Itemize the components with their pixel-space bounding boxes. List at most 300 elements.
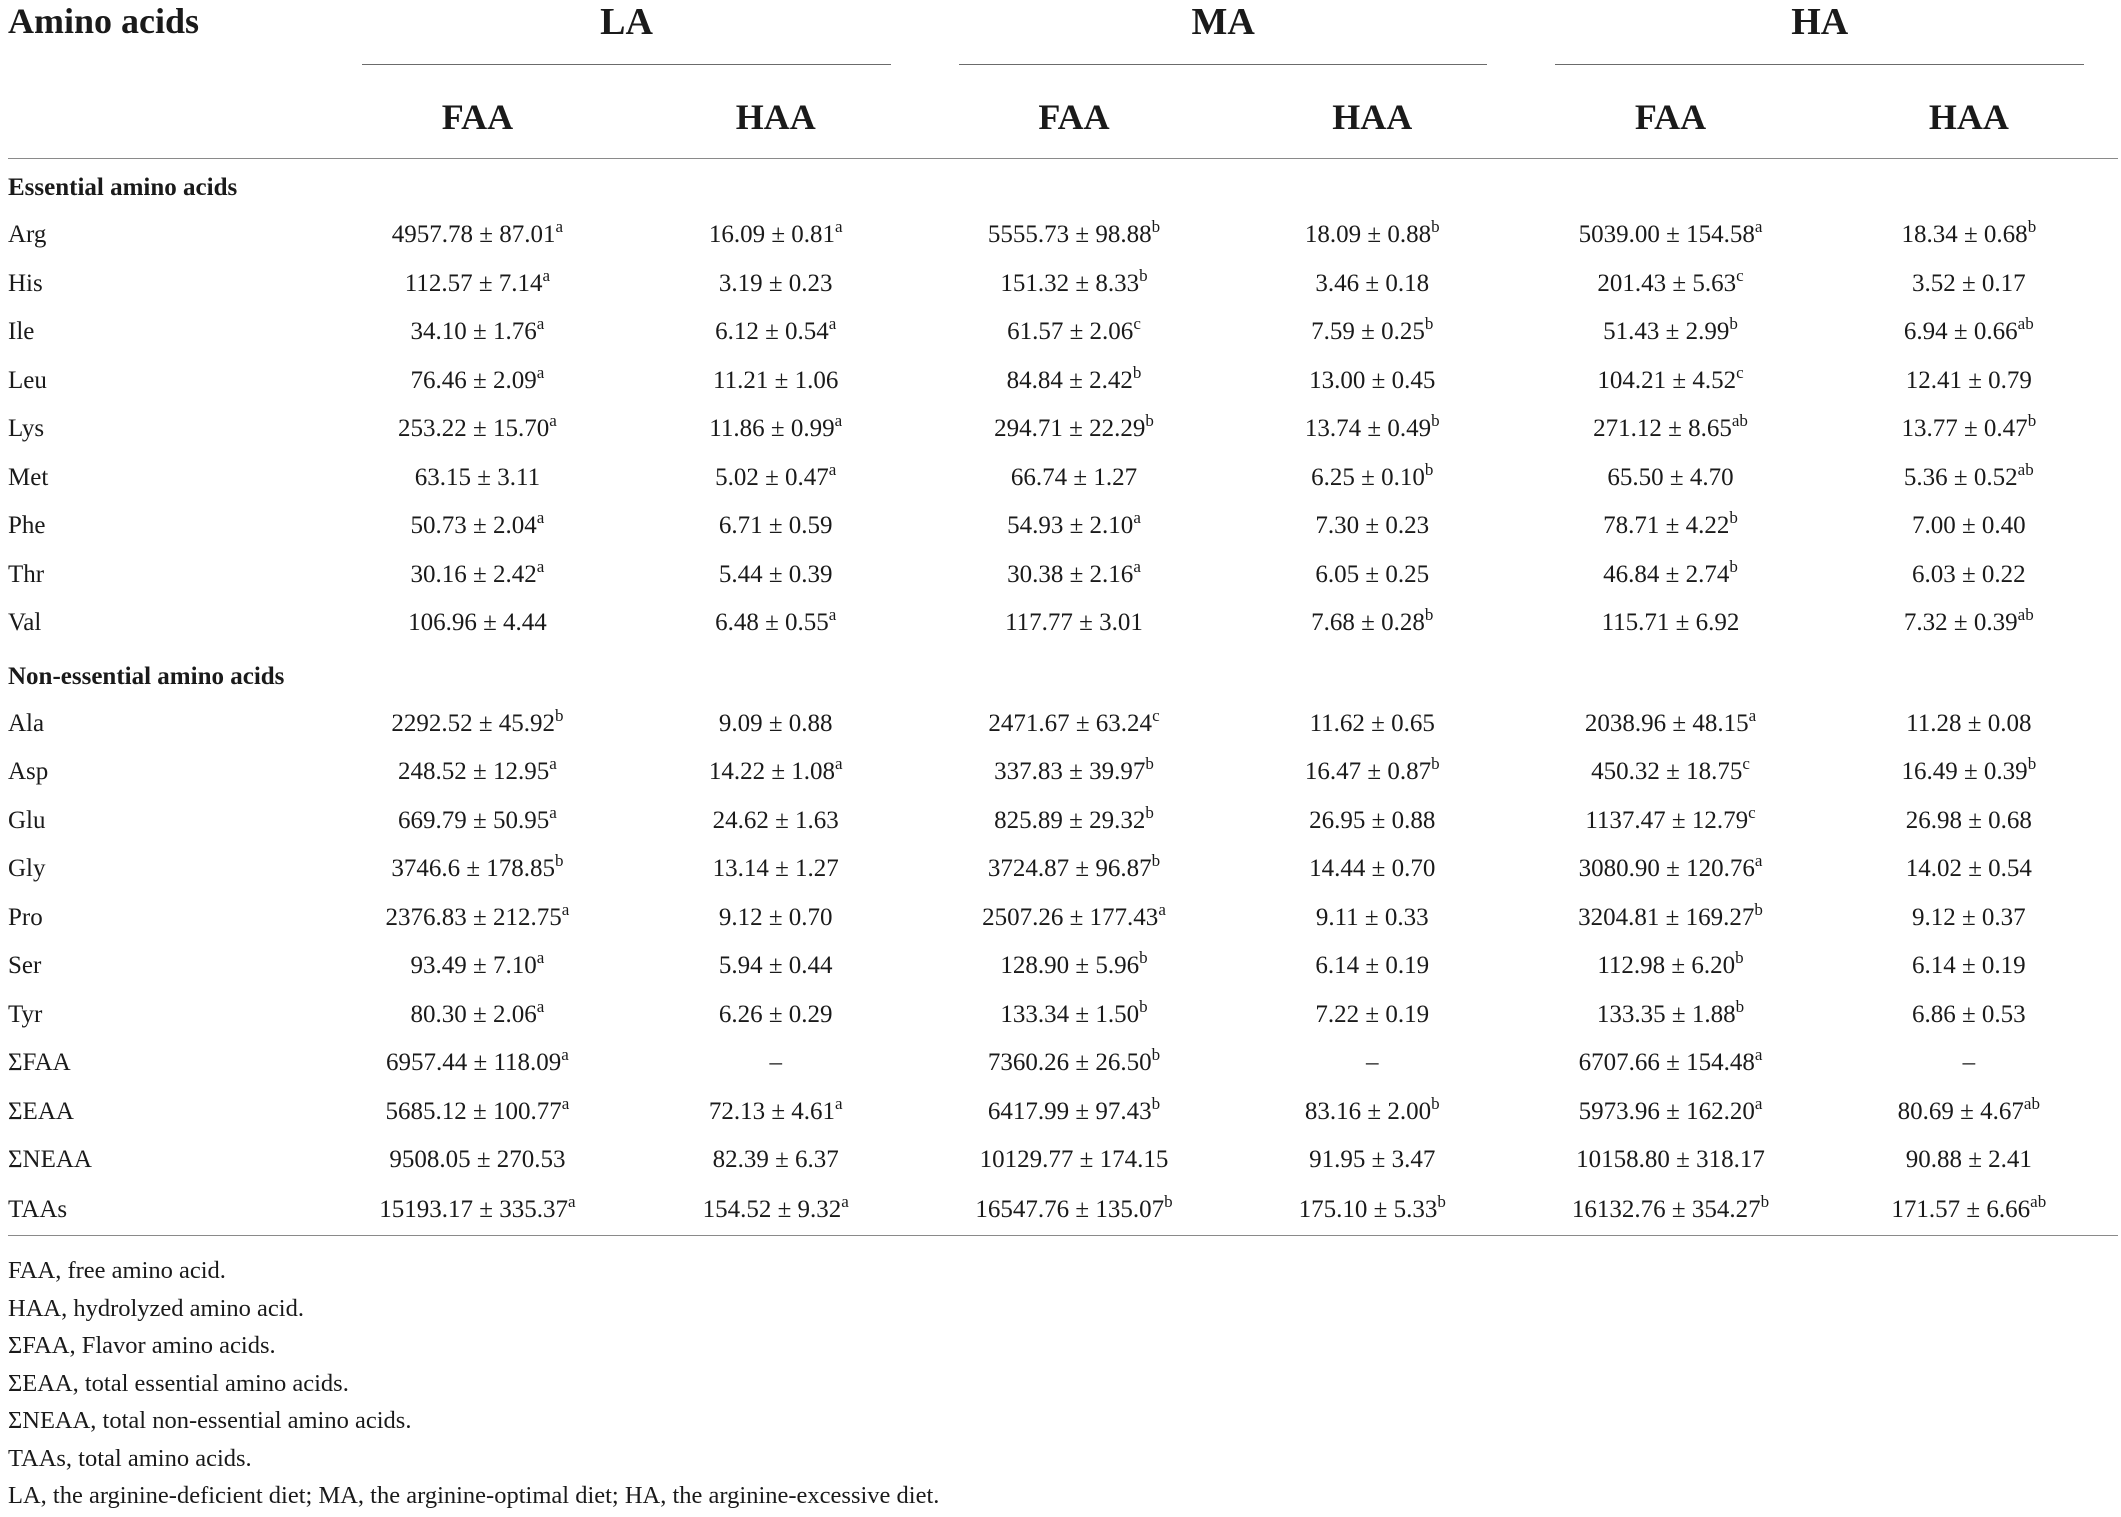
table-cell	[1820, 502, 2118, 551]
cell-value: 271.12 ± 8.65	[1593, 415, 1732, 443]
significance-letter: b	[1132, 362, 1142, 382]
significance-letter: a	[542, 265, 551, 285]
table-cell	[627, 748, 925, 797]
sub-header-ma-haa: HAA	[1223, 66, 1521, 159]
cell-value: 6.14 ± 0.19	[1911, 952, 2026, 980]
cell-value: 450.32 ± 18.75	[1591, 758, 1743, 786]
cell-value: 5973.96 ± 162.20	[1578, 1097, 1755, 1125]
cell-value: 6707.66 ± 154.48	[1578, 1049, 1755, 1077]
table-row	[8, 700, 2118, 749]
significance-letter: a	[561, 1093, 570, 1113]
cell-value: 2292.52 ± 45.92	[391, 709, 556, 737]
significance-letter: b	[1145, 802, 1154, 822]
table-cell	[1521, 748, 1819, 797]
cell-value: 6.94 ± 0.66	[1903, 318, 2018, 346]
table-cell	[1223, 454, 1521, 503]
cell-value: 18.34 ± 0.68	[1901, 221, 2028, 249]
row-name: Ser	[8, 952, 42, 980]
cell-value: 76.46 ± 2.09	[410, 366, 537, 394]
significance-letter: b	[1735, 996, 1745, 1016]
table-cell	[925, 599, 1223, 648]
table-cell	[925, 845, 1223, 894]
cell-value: 7.32 ± 0.39	[1903, 609, 2018, 637]
section-header-row	[8, 648, 2118, 700]
cell-value: 4957.78 ± 87.01	[391, 221, 556, 249]
cell-value: 5.94 ± 0.44	[718, 952, 833, 980]
significance-letter: b	[1431, 754, 1440, 774]
table-row	[8, 454, 2118, 503]
cell-value: 133.34 ± 1.50	[1000, 1000, 1140, 1028]
table-cell	[1820, 454, 2118, 503]
table-cell	[328, 748, 626, 797]
cell-value: 3.52 ± 0.17	[1911, 269, 2026, 297]
table-cell	[1521, 797, 1819, 846]
table-cell	[328, 260, 626, 309]
table-cell	[1820, 599, 2118, 648]
table-cell	[627, 700, 925, 749]
significance-letter: a	[561, 1045, 569, 1065]
table-cell	[627, 1088, 925, 1137]
cell-value: 63.15 ± 3.11	[414, 463, 541, 491]
cell-value: 117.77 ± 3.01	[1005, 609, 1143, 637]
table-cell	[1820, 551, 2118, 600]
significance-letter: a	[1754, 851, 1763, 871]
cell-value: 6.14 ± 0.19	[1315, 952, 1430, 980]
significance-letter: a	[555, 217, 564, 237]
table-cell	[328, 308, 626, 357]
sub-header-ha-faa: FAA	[1521, 66, 1819, 159]
cell-value: 46.84 ± 2.74	[1603, 560, 1730, 588]
significance-letter: b	[1431, 411, 1440, 431]
table-cell	[925, 308, 1223, 357]
significance-letter: a	[549, 754, 557, 774]
sub-header-blank	[8, 66, 328, 159]
significance-letter: c	[1152, 705, 1160, 725]
cell-value: 175.10 ± 5.33	[1298, 1195, 1438, 1223]
table-cell	[1223, 1039, 1521, 1088]
table-cell	[627, 551, 925, 600]
significance-letter: ab	[2023, 1093, 2040, 1113]
table-cell	[1223, 991, 1521, 1040]
table-cell	[328, 357, 626, 406]
cell-value: 78.71 ± 4.22	[1603, 512, 1730, 540]
table-cell	[1521, 700, 1819, 749]
cell-value: 1137.47 ± 12.79	[1585, 806, 1749, 834]
table-cell	[328, 942, 626, 991]
significance-letter: b	[1145, 754, 1154, 774]
table-cell	[925, 797, 1223, 846]
table-cell	[1223, 260, 1521, 309]
cell-value: 14.02 ± 0.54	[1905, 855, 2032, 883]
table-cell	[1521, 1136, 1819, 1185]
cell-value: 30.16 ± 2.42	[410, 560, 537, 588]
group-label: HA	[1791, 1, 1849, 43]
significance-letter: b	[1151, 217, 1161, 237]
row-name: Gly	[8, 855, 46, 883]
table-cell	[627, 502, 925, 551]
table-cell	[925, 1185, 1223, 1236]
table-cell	[1820, 308, 2118, 357]
table-cell	[627, 1039, 925, 1088]
cell-value: 294.71 ± 22.29	[994, 415, 1146, 443]
significance-letter: a	[835, 754, 843, 774]
table-row	[8, 991, 2118, 1040]
table-cell	[328, 797, 626, 846]
cell-value: 7.00 ± 0.40	[1911, 512, 2026, 540]
cell-value: 3080.90 ± 120.76	[1578, 855, 1755, 883]
table-cell	[328, 454, 626, 503]
table-cell	[1820, 260, 2118, 309]
significance-letter: b	[1424, 459, 1434, 479]
table-cell	[328, 599, 626, 648]
table-cell	[925, 1039, 1223, 1088]
table-cell	[1521, 1185, 1819, 1236]
group-header-ma	[925, 0, 1522, 66]
cell-value: 248.52 ± 12.95	[398, 758, 550, 786]
significance-letter: b	[1735, 948, 1744, 968]
cell-value: 2376.83 ± 212.75	[385, 903, 562, 931]
cell-value: 7360.26 ± 26.50	[987, 1049, 1152, 1077]
footnote: ΣNEAA, total non-essential amino acids.	[8, 1407, 412, 1434]
cell-value: 6.48 ± 0.55	[715, 609, 829, 637]
table-cell	[1223, 797, 1521, 846]
significance-letter: c	[1736, 362, 1744, 382]
cell-value: 7.59 ± 0.25	[1311, 318, 1425, 346]
significance-letter: a	[828, 605, 837, 625]
significance-letter: a	[1133, 556, 1141, 576]
cell-value: 54.93 ± 2.10	[1007, 512, 1134, 540]
cell-value: 18.09 ± 0.88	[1304, 221, 1432, 249]
row-name: Glu	[8, 806, 46, 834]
table-cell	[1820, 211, 2118, 260]
significance-letter: c	[1133, 314, 1141, 334]
row-name: Thr	[8, 560, 45, 588]
cell-value: –	[1365, 1049, 1379, 1077]
cell-value: 11.62 ± 0.65	[1309, 709, 1435, 737]
table-row	[8, 357, 2118, 406]
cell-value: 6417.99 ± 97.43	[987, 1097, 1152, 1125]
sub-header-la-faa: FAA	[328, 66, 626, 159]
table-cell	[1820, 1039, 2118, 1088]
table-cell	[328, 894, 626, 943]
cell-value: 16.49 ± 0.39	[1901, 758, 2028, 786]
table-row	[8, 1185, 2118, 1236]
cell-value: 151.32 ± 8.33	[1000, 269, 1140, 297]
table-cell	[328, 991, 626, 1040]
significance-letter: b	[1729, 556, 1738, 576]
cell-value: 24.62 ± 1.63	[712, 806, 839, 834]
cell-value: 11.86 ± 0.99	[709, 415, 835, 443]
table-cell	[925, 748, 1223, 797]
cell-value: 84.84 ± 2.42	[1006, 366, 1133, 394]
cell-value: 5685.12 ± 100.77	[385, 1097, 562, 1125]
table-cell	[1820, 1185, 2118, 1236]
significance-letter: a	[1754, 1045, 1763, 1065]
table-cell	[925, 357, 1223, 406]
table-row	[8, 942, 2118, 991]
group-header-ha	[1521, 0, 2118, 66]
cell-value: 253.22 ± 15.70	[398, 415, 550, 443]
cell-value: 201.43 ± 5.63	[1597, 269, 1737, 297]
group-header-row	[8, 0, 2118, 66]
group-rule	[959, 64, 1488, 65]
table-cell	[1223, 551, 1521, 600]
cell-value: 6.26 ± 0.29	[718, 1000, 833, 1028]
group-header-la	[328, 0, 925, 66]
footnote: HAA, hydrolyzed amino acid.	[8, 1294, 304, 1322]
cell-value: 16.09 ± 0.81	[708, 221, 836, 249]
cell-value: 13.14 ± 1.27	[712, 855, 839, 883]
table-cell	[627, 991, 925, 1040]
significance-letter: a	[549, 802, 557, 822]
table-cell	[627, 454, 925, 503]
significance-letter: b	[555, 705, 564, 725]
table-cell	[925, 942, 1223, 991]
significance-letter: a	[561, 899, 570, 919]
table-cell	[925, 1088, 1223, 1137]
section-title: Non-essential amino acids	[8, 662, 285, 690]
cell-value: 3204.81 ± 169.27	[1578, 903, 1755, 931]
table-cell	[328, 700, 626, 749]
table-cell	[1820, 942, 2118, 991]
significance-letter: a	[549, 411, 557, 431]
significance-letter: a	[828, 459, 837, 479]
significance-letter: a	[828, 314, 837, 334]
cell-value: 93.49 ± 7.10	[410, 952, 537, 980]
significance-letter: ab	[2017, 459, 2034, 479]
cell-value: 106.96 ± 4.44	[408, 609, 547, 637]
significance-letter: a	[835, 1093, 843, 1113]
footnotes	[8, 1252, 2108, 1515]
row-name: Asp	[8, 758, 49, 786]
row-name: Lys	[8, 415, 45, 443]
significance-letter: a	[834, 411, 843, 431]
significance-letter: a	[536, 314, 545, 334]
table-row	[8, 894, 2118, 943]
table-cell	[925, 260, 1223, 309]
cell-value: 11.28 ± 0.08	[1906, 709, 2032, 737]
table-cell	[1820, 405, 2118, 454]
table-cell	[328, 211, 626, 260]
significance-letter: a	[841, 1191, 849, 1211]
significance-letter: b	[1424, 605, 1434, 625]
significance-letter: b	[1729, 508, 1738, 528]
significance-letter: a	[1748, 705, 1757, 725]
group-label: LA	[600, 1, 653, 43]
cell-value: 112.98 ± 6.20	[1597, 952, 1736, 980]
table-cell	[1521, 260, 1819, 309]
table-cell	[1820, 1136, 2118, 1185]
row-name: Leu	[8, 366, 47, 394]
table-cell	[1521, 502, 1819, 551]
cell-value: 3.19 ± 0.23	[718, 269, 833, 297]
cell-value: 72.13 ± 4.61	[708, 1097, 836, 1125]
significance-letter: b	[1139, 265, 1148, 285]
cell-value: 83.16 ± 2.00	[1304, 1097, 1432, 1125]
cell-value: 11.21 ± 1.06	[713, 366, 839, 394]
table-cell	[1223, 700, 1521, 749]
cell-value: 5555.73 ± 98.88	[987, 221, 1152, 249]
significance-letter: b	[1151, 1045, 1161, 1065]
table-cell	[925, 1136, 1223, 1185]
cell-value: 9.12 ± 0.37	[1911, 903, 2026, 931]
table-cell	[627, 405, 925, 454]
table-cell	[1223, 1088, 1521, 1137]
cell-value: 128.90 ± 5.96	[1000, 952, 1140, 980]
significance-letter: b	[555, 851, 564, 871]
table-row	[8, 1039, 2118, 1088]
cell-value: 30.38 ± 2.16	[1007, 560, 1134, 588]
table-cell	[1223, 1136, 1521, 1185]
table-cell	[925, 991, 1223, 1040]
significance-letter: ab	[2030, 1191, 2047, 1211]
cell-value: –	[1962, 1049, 1976, 1077]
table-cell	[1521, 599, 1819, 648]
table-cell	[1223, 942, 1521, 991]
table-cell	[1223, 748, 1521, 797]
table-cell	[1820, 894, 2118, 943]
significance-letter: b	[1139, 948, 1148, 968]
table-cell	[328, 1039, 626, 1088]
significance-letter: b	[1729, 314, 1738, 334]
cell-value: 12.41 ± 0.79	[1905, 366, 2032, 394]
row-name: ΣNEAA	[8, 1146, 92, 1174]
footnote: TAAs, total amino acids.	[8, 1444, 252, 1472]
significance-letter: b	[1151, 851, 1161, 871]
table-row	[8, 1088, 2118, 1137]
table-cell	[1820, 845, 2118, 894]
significance-letter: ab	[1731, 411, 1748, 431]
cell-value: 7.30 ± 0.23	[1315, 512, 1430, 540]
table-cell	[627, 1185, 925, 1236]
table-cell	[925, 211, 1223, 260]
footnote: FAA, free amino acid.	[8, 1257, 226, 1284]
significance-letter: ab	[2017, 314, 2034, 334]
significance-letter: c	[1742, 754, 1750, 774]
table-cell	[1223, 357, 1521, 406]
cell-value: 7.22 ± 0.19	[1315, 1000, 1430, 1028]
significance-letter: a	[536, 948, 545, 968]
table-cell	[1223, 211, 1521, 260]
table-cell	[1521, 1088, 1819, 1137]
significance-letter: b	[1145, 411, 1154, 431]
table-cell	[1521, 454, 1819, 503]
group-label: MA	[1191, 1, 1255, 43]
cell-value: 171.57 ± 6.66	[1891, 1195, 2031, 1223]
table-row	[8, 845, 2118, 894]
table-cell	[328, 405, 626, 454]
table-cell	[925, 551, 1223, 600]
table-cell	[1521, 942, 1819, 991]
footnote: ΣEAA, total essential amino acids.	[8, 1369, 349, 1397]
significance-letter: b	[1424, 314, 1434, 334]
row-name: ΣFAA	[8, 1049, 71, 1077]
row-name: Ala	[8, 709, 45, 737]
table-row	[8, 599, 2118, 648]
significance-letter: a	[835, 217, 843, 237]
table-cell	[627, 308, 925, 357]
row-name: Val	[8, 609, 42, 637]
cell-value: 65.50 ± 4.70	[1607, 463, 1734, 491]
row-name: ΣEAA	[8, 1097, 74, 1125]
table-cell	[1521, 845, 1819, 894]
row-name: Ile	[8, 318, 35, 346]
cell-value: 10129.77 ± 174.15	[979, 1146, 1169, 1174]
cell-value: 133.35 ± 1.88	[1596, 1000, 1736, 1028]
table-cell	[1521, 357, 1819, 406]
amino-acid-table	[8, 0, 2118, 1236]
table-cell	[1223, 502, 1521, 551]
table-cell	[925, 405, 1223, 454]
table-cell	[328, 502, 626, 551]
table-cell	[1820, 357, 2118, 406]
significance-letter: c	[1748, 802, 1756, 822]
significance-letter: a	[1158, 899, 1166, 919]
significance-letter: a	[536, 996, 545, 1016]
table-cell	[1820, 1088, 2118, 1137]
significance-letter: a	[1754, 1093, 1763, 1113]
row-name: TAAs	[8, 1185, 328, 1236]
table-cell	[1521, 551, 1819, 600]
table-cell	[328, 845, 626, 894]
group-rule	[1555, 64, 2084, 65]
cell-value: 337.83 ± 39.97	[994, 758, 1146, 786]
significance-letter: a	[536, 508, 545, 528]
table-cell	[1223, 405, 1521, 454]
significance-letter: a	[536, 362, 545, 382]
table-cell	[627, 211, 925, 260]
cell-value: 13.00 ± 0.45	[1309, 366, 1436, 394]
cell-value: 66.74 ± 1.27	[1010, 463, 1138, 491]
cell-value: 16547.76 ± 135.07	[975, 1195, 1165, 1223]
cell-value: 2471.67 ± 63.24	[988, 709, 1153, 737]
table-cell	[1820, 700, 2118, 749]
table-row	[8, 260, 2118, 309]
cell-value: 9.12 ± 0.70	[718, 903, 833, 931]
table-cell	[328, 1185, 626, 1236]
table-cell	[1223, 599, 1521, 648]
footnote: ΣFAA, Flavor amino acids.	[8, 1332, 276, 1359]
cell-value: 14.44 ± 0.70	[1309, 855, 1436, 883]
row-label-header: Amino acids	[8, 1, 200, 41]
table-cell	[1223, 308, 1521, 357]
table-cell	[925, 502, 1223, 551]
table-cell	[627, 357, 925, 406]
table-cell	[1820, 797, 2118, 846]
table-cell	[1521, 894, 1819, 943]
significance-letter: b	[1164, 1191, 1173, 1211]
table-row	[8, 748, 2118, 797]
table-cell	[1820, 991, 2118, 1040]
table-row	[8, 405, 2118, 454]
cell-value: 2038.96 ± 48.15	[1584, 709, 1749, 737]
cell-value: 3746.6 ± 178.85	[391, 855, 556, 883]
cell-value: 2507.26 ± 177.43	[982, 903, 1159, 931]
table-cell	[1223, 845, 1521, 894]
cell-value: 10158.80 ± 318.17	[1576, 1146, 1765, 1174]
cell-value: 80.69 ± 4.67	[1897, 1097, 2024, 1125]
table-cell	[1521, 308, 1819, 357]
cell-value: 5.36 ± 0.52	[1903, 463, 2018, 491]
table-cell	[627, 942, 925, 991]
row-name: His	[8, 269, 43, 297]
sub-header-la-haa: HAA	[627, 66, 925, 159]
table-row	[8, 308, 2118, 357]
row-name: Phe	[8, 512, 46, 540]
cell-value: 7.68 ± 0.28	[1311, 609, 1425, 637]
cell-value: 3.46 ± 0.18	[1315, 269, 1430, 297]
section-title: Essential amino acids	[8, 174, 238, 201]
